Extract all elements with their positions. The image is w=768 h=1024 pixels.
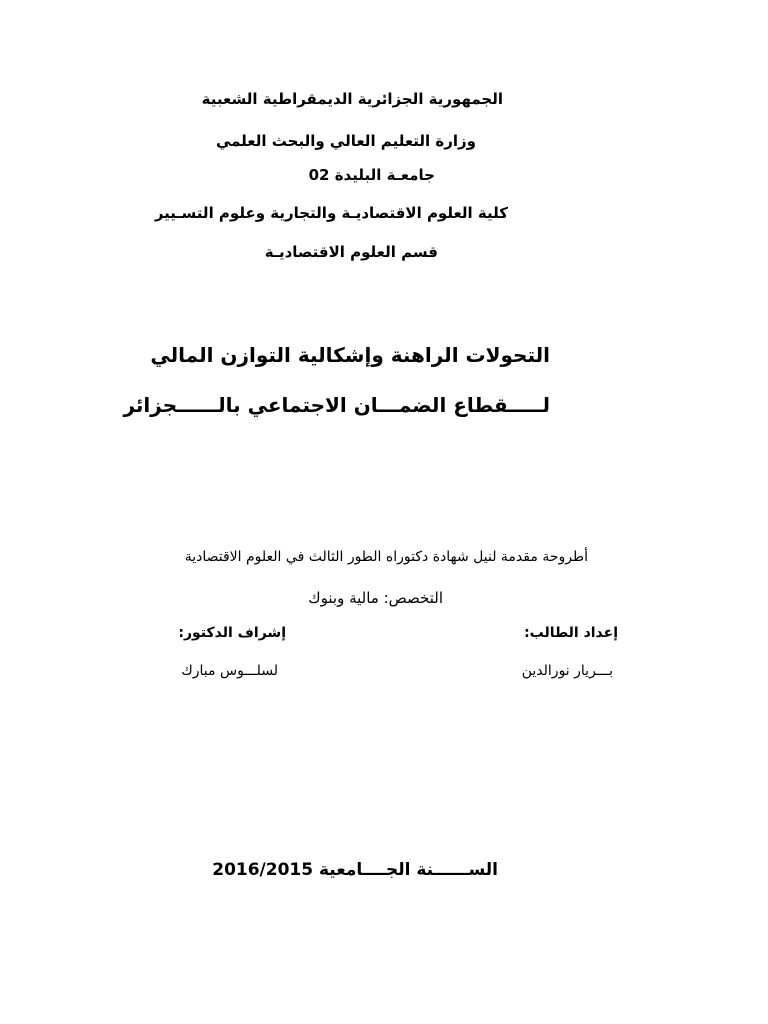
thesis-title-line-2: لـــــقطاع الضمـــان الاجتماعي بالــــــجزائر <box>123 393 550 417</box>
republic-heading: الجمهورية الجزائرية الديمقراطية الشعبية <box>201 90 503 108</box>
specialization: التخصص: مالية وبنوك <box>308 589 443 607</box>
student-label: إعداد الطالب: <box>524 625 618 641</box>
university-heading: جامعـة البليدة 02 <box>308 166 435 184</box>
academic-year: الســــــنة الجــــامعية 2016/2015 <box>212 860 498 880</box>
thesis-title-line-1: التحولات الراهنة وإشكالية التوازن المالي <box>150 343 550 367</box>
thesis-description: أطروحة مقدمة لنيل شهادة دكتوراه الطور الثالث في العلوم الاقتصادية <box>184 549 588 565</box>
supervisor-label: إشراف الدكتور: <box>178 625 286 641</box>
ministry-heading: وزارة التعليم العالي والبحث العلمي <box>215 132 476 150</box>
department-heading: قسم العلوم الاقتصاديـة <box>264 243 438 261</box>
student-name: بـــريار نورالدين <box>521 663 613 679</box>
faculty-heading: كلية العلوم الاقتصاديـة والتجارية وعلوم التسـيير <box>154 204 508 222</box>
supervisor-name: لسلـــوس مبارك <box>181 663 278 679</box>
